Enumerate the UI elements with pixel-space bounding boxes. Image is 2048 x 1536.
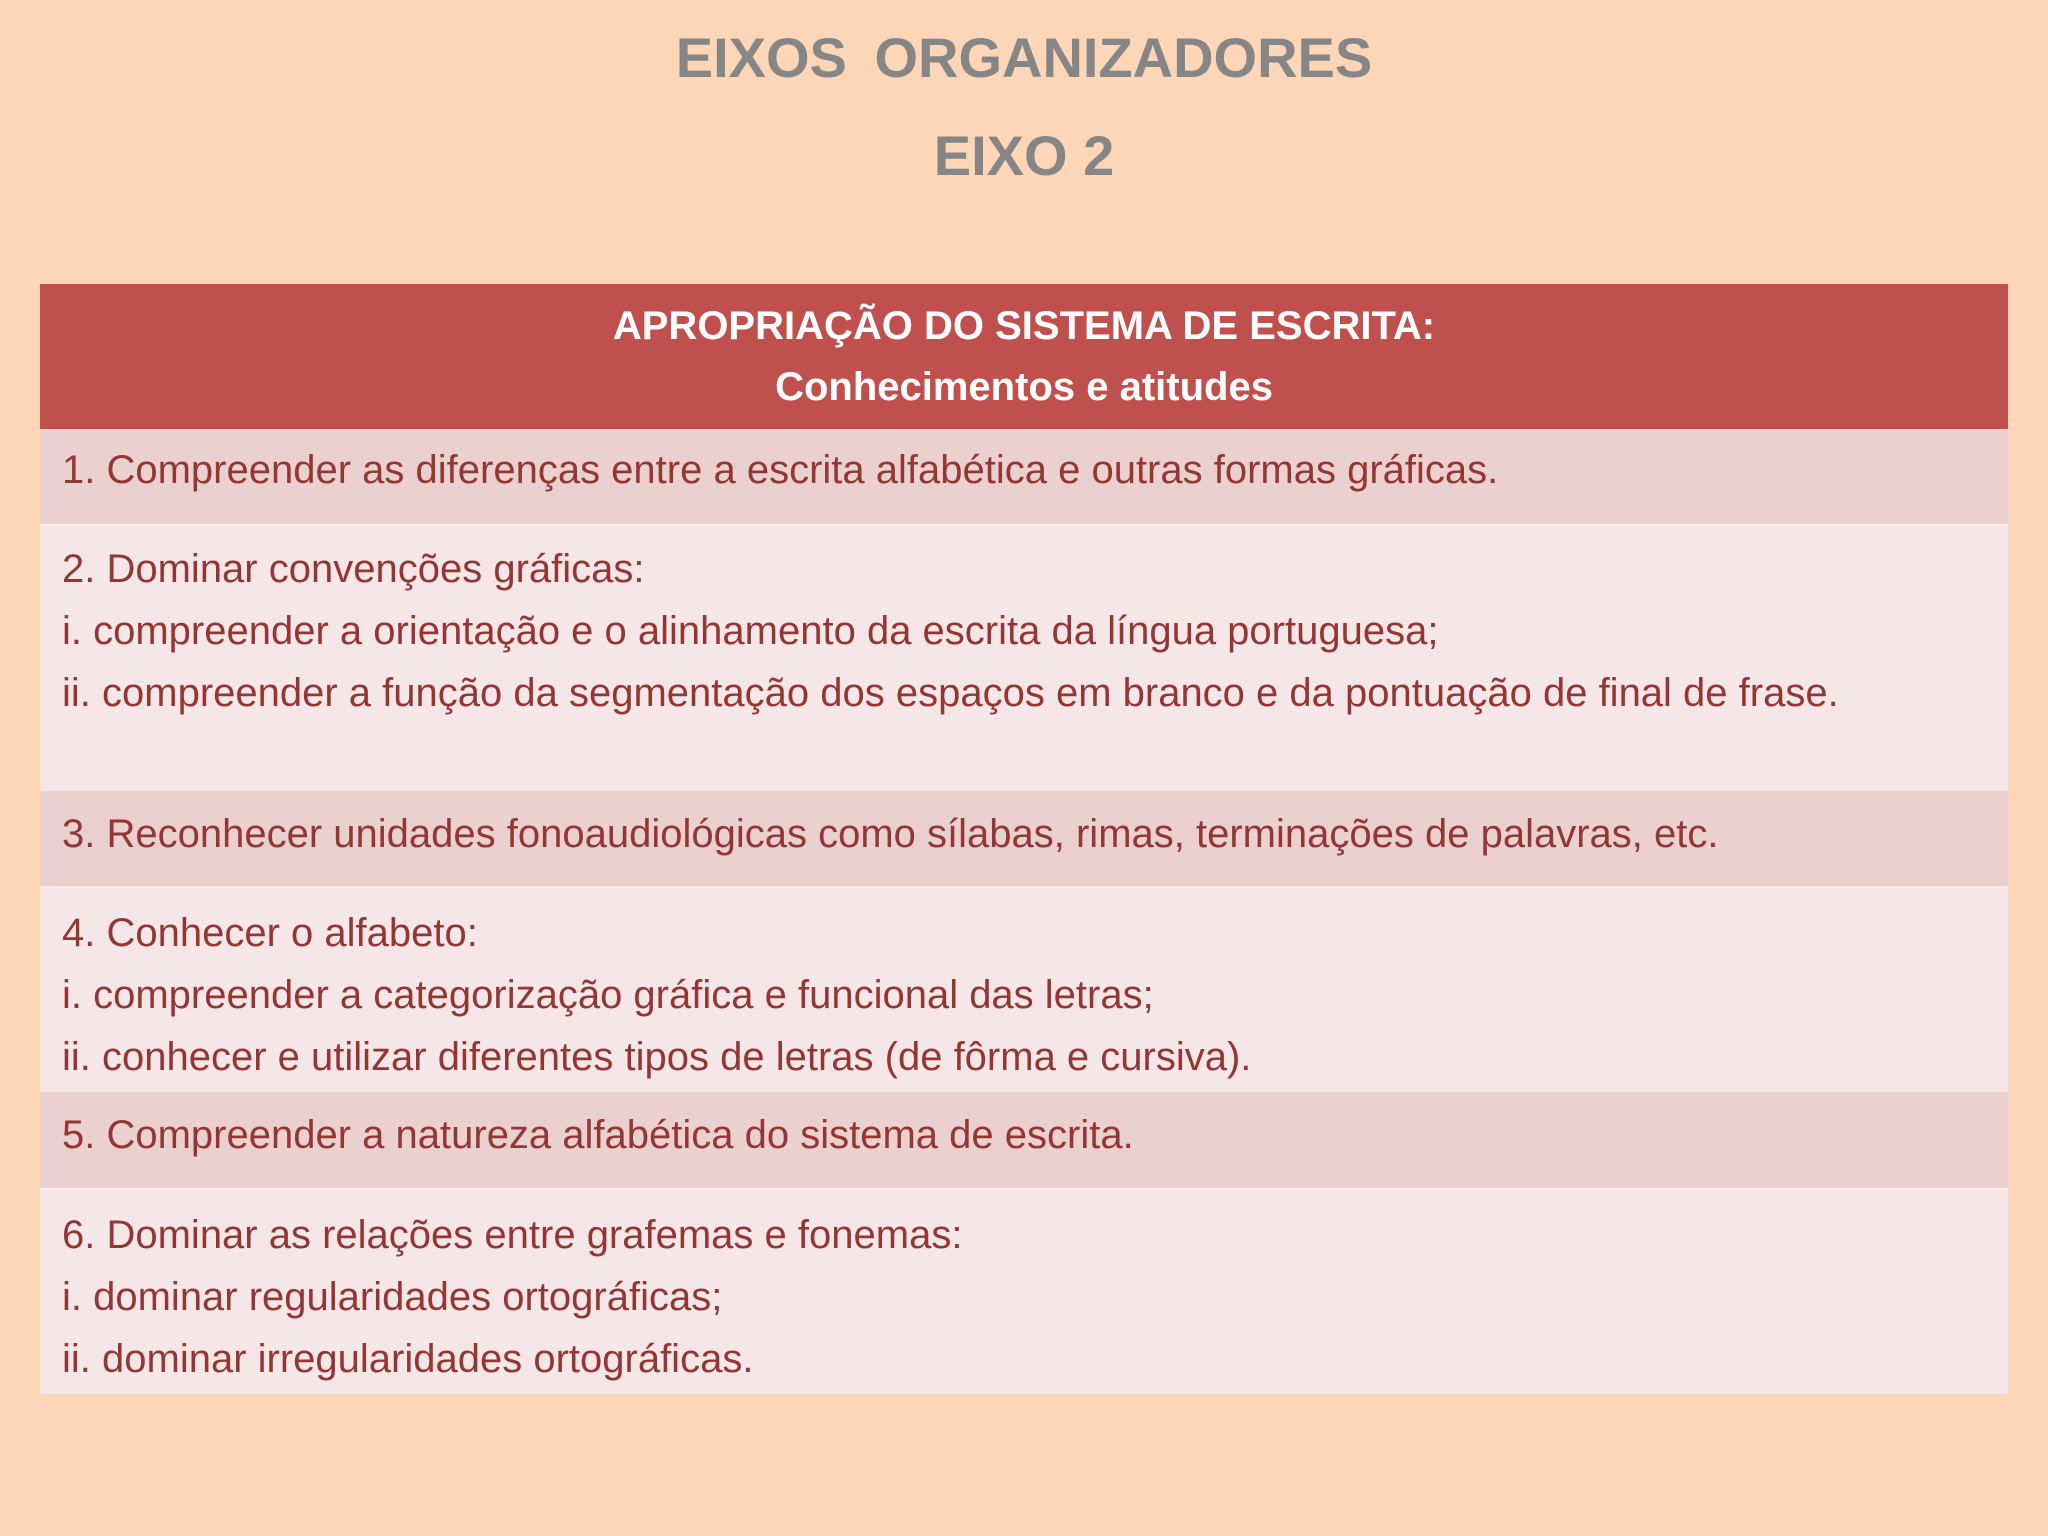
table-row xyxy=(40,1188,2008,1394)
row-subitem: ii. compreender a função da segmentação dos espaços em branco e da pontuação de final de frase. xyxy=(62,671,1839,715)
table-row xyxy=(40,429,2008,524)
page-title: EIXOS ORGANIZADORES xyxy=(675,26,1373,89)
row-text: 1. Compreender as diferenças entre a escrita alfabética e outras formas gráficas. xyxy=(62,448,1499,492)
table-row xyxy=(40,524,2008,791)
table-header xyxy=(40,284,2008,429)
table-row xyxy=(40,1092,2008,1188)
row-subitem: ii. conhecer e utilizar diferentes tipos de letras (de fôrma e cursiva). xyxy=(62,1035,1252,1079)
row-subitem: i. dominar regularidades ortográficas; xyxy=(62,1275,723,1319)
row-text: 6. Dominar as relações entre grafemas e fonemas: xyxy=(62,1213,963,1257)
row-subitem: i. compreender a orientação e o alinhamento da escrita da língua portuguesa; xyxy=(62,609,1439,653)
row-text: 2. Dominar convenções gráficas: xyxy=(62,547,645,591)
table-header-title: APROPRIAÇÃO DO SISTEMA DE ESCRITA: xyxy=(612,304,1436,348)
table-row xyxy=(40,886,2008,1092)
row-text: 5. Compreender a natureza alfabética do sistema de escrita. xyxy=(62,1113,1134,1157)
row-subitem: ii. dominar irregularidades ortográficas. xyxy=(62,1337,754,1381)
table-row xyxy=(40,791,2008,886)
row-text: 4. Conhecer o alfabeto: xyxy=(62,911,478,955)
content-table xyxy=(40,284,2008,1394)
row-text: 3. Reconhecer unidades fonoaudiológicas como sílabas, rimas, terminações de palavras, etc. xyxy=(62,812,1719,856)
row-subitem: i. compreender a categorização gráfica e funcional das letras; xyxy=(62,973,1154,1017)
page-subtitle: EIXO 2 xyxy=(933,124,1115,187)
table-header-subtitle: Conhecimentos e atitudes xyxy=(775,365,1273,409)
